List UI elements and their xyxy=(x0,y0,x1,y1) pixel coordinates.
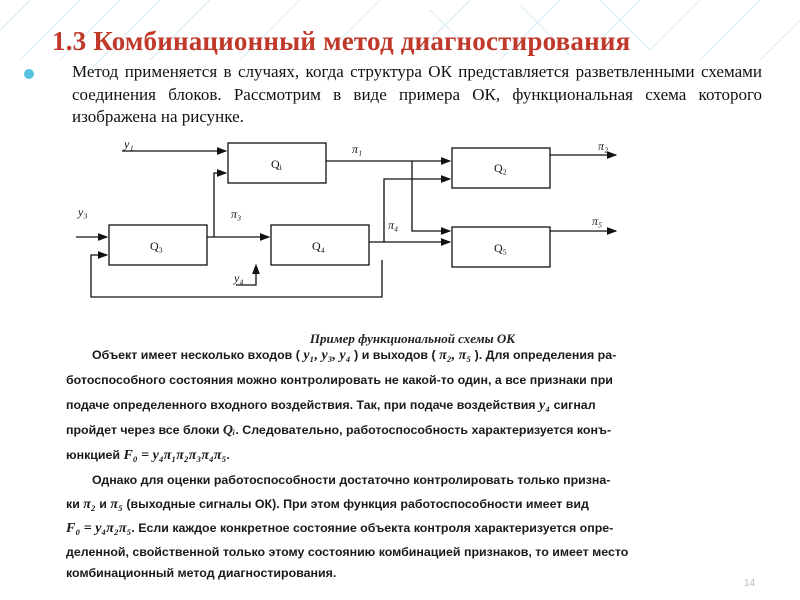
signal-pi4: π₄ xyxy=(388,218,399,232)
intro-paragraph: Метод применяется в случаях, когда структура ОК представляется разветвленными схемами соединения блоков. Рассмотрим в виде примера ОК, функциональная схема которого изображена на рисунке. xyxy=(72,62,762,126)
signal-y1: y₁ xyxy=(124,137,134,151)
functional-diagram xyxy=(66,135,759,335)
text-line-3: подаче определенного входного воздействия. Так, при подаче воздействия y₄ сигнал xyxy=(66,398,596,413)
block-q1-label: Qi xyxy=(271,157,282,172)
signal-pi1: π₁ xyxy=(352,142,363,156)
block-q4-label: Q₄ xyxy=(312,239,325,253)
block-q2-label: Q₂ xyxy=(494,161,507,175)
signal-pi3: π₃ xyxy=(231,207,242,221)
signal-y4: y₄ xyxy=(234,271,244,285)
bullet-icon xyxy=(24,69,34,79)
block-q3-label: Q₃ xyxy=(150,239,163,253)
text-line-6: Однако для оценки работоспособности достаточно контролировать только призна- xyxy=(92,473,611,487)
slide-title: 1.3 Комбинационный метод диагностирования xyxy=(52,26,631,56)
page-number: 14 xyxy=(744,578,756,589)
block-q5-label: Q₅ xyxy=(494,241,507,255)
text-line-1: Объект имеет несколько входов ( y₁, y₃, y₄ ) и выходов ( π₂, π₅ ). Для определения ра- xyxy=(92,348,617,363)
text-line-7: ки π₂ и π₅ (выходные сигналы ОК). При этом функция работоспособности имеет вид xyxy=(66,497,589,512)
signal-pi2: π₂ xyxy=(598,139,609,153)
text-line-2: ботоспособного состояния можно контролировать не какой-то один, а все признаки при xyxy=(66,373,613,387)
figure-caption: Пример функциональной схемы ОК xyxy=(309,331,516,346)
signal-y3: y₃ xyxy=(78,205,88,219)
text-line-10: комбинационный метод диагностирования. xyxy=(66,566,337,580)
text-line-8: F₀ = y₄π₂π₅. Если каждое конкретное состояние объекта контроля характеризуется опре- xyxy=(66,521,614,536)
text-line-4: пройдет через все блоки Qᵢ. Следовательно, работоспособность характеризуется конъ- xyxy=(66,423,612,438)
signal-pi5: π₅ xyxy=(592,214,603,228)
text-line-9: деленной, свойственной только этому состоянию комбинацией признаков, то имеет место xyxy=(66,545,629,559)
text-line-5: юнкцией F₀ = y₄π₁π₂π₃π₄π₅. xyxy=(66,448,230,463)
